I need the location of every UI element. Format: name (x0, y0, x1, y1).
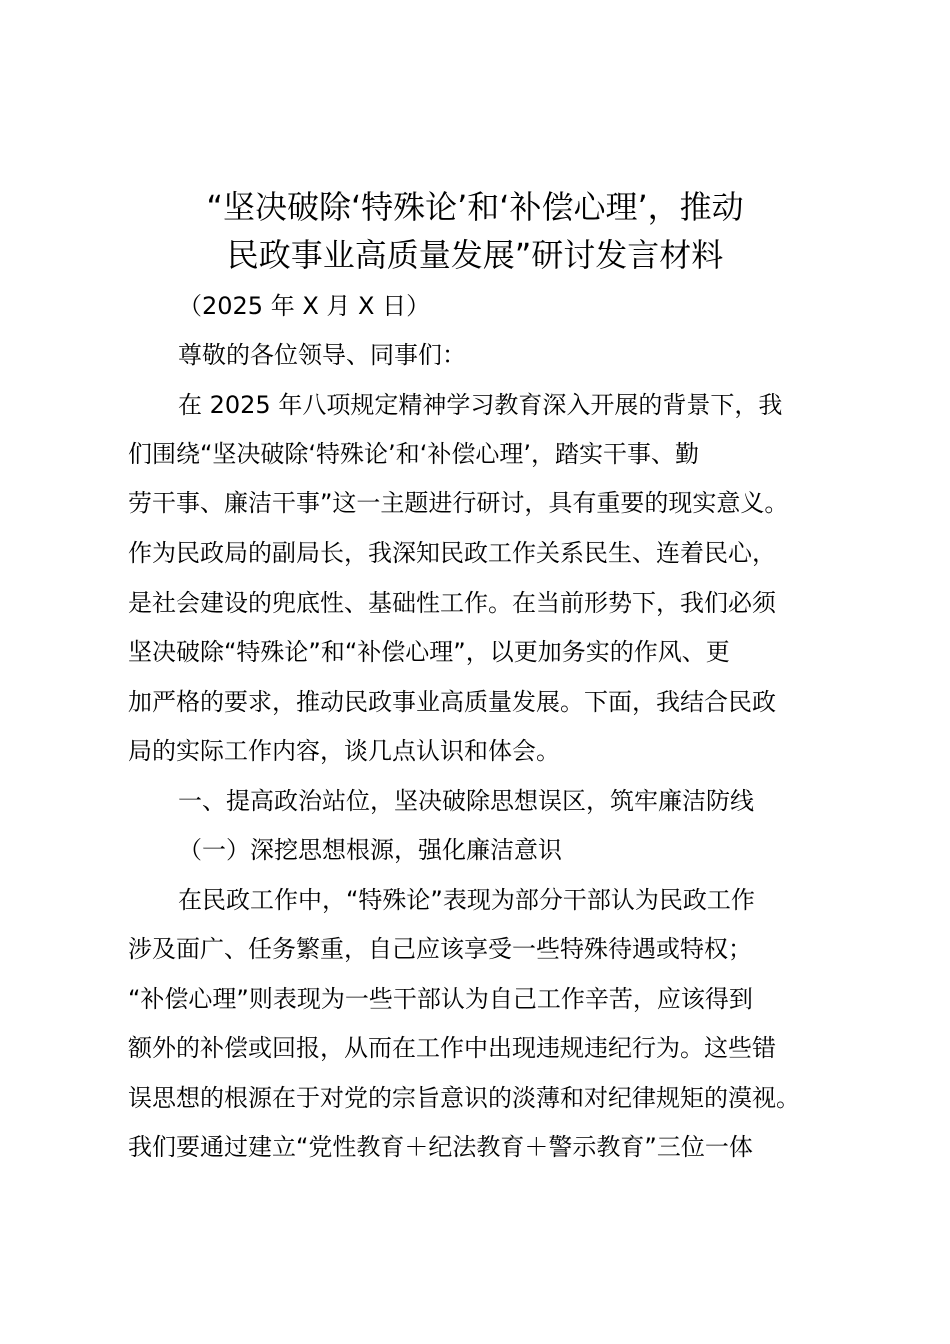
subsection-heading-1: （一）深挖思想根源，强化廉洁意识 (178, 836, 562, 864)
section-heading-1: 一、提高政治站位，坚决破除思想误区，筑牢廉洁防线 (178, 787, 754, 815)
paragraph-1-line: 局的实际工作内容，谈几点认识和体会。 (128, 737, 560, 765)
document-title-line-1: “坚决破除‘特殊论’和‘补偿心理’，推动 (206, 188, 744, 226)
paragraph-1-line: 加严格的要求，推动民政事业高质量发展。下面，我结合民政 (128, 688, 776, 716)
paragraph-2-line: 额外的补偿或回报，从而在工作中出现违规违纪行为。这些错 (128, 1034, 776, 1062)
paragraph-2-line: 涉及面广、任务繁重，自己应该享受一些特殊待遇或特权； (128, 935, 752, 963)
paragraph-2-line: 我们要通过建立“党性教育＋纪法教育＋警示教育”三位一体 (128, 1133, 753, 1161)
document-title-line-2: 民政事业高质量发展”研讨发言材料 (226, 236, 724, 274)
paragraph-1-line: 劳干事、廉洁干事”这一主题进行研讨，具有重要的现实意义。 (128, 489, 789, 517)
document-date: （2025 年 X 月 X 日） (178, 292, 431, 320)
paragraph-1-line: 作为民政局的副局长，我深知民政工作关系民生、连着民心， (128, 539, 776, 567)
paragraph-1-line: 坚决破除“特殊论”和“补偿心理”，以更加务实的作风、更 (128, 638, 730, 666)
paragraph-2-line: 误思想的根源在于对党的宗旨意识的淡薄和对纪律规矩的漠视。 (128, 1084, 800, 1112)
paragraph-2-line: “补偿心理”则表现为一些干部认为自己工作辛苦，应该得到 (128, 985, 753, 1013)
salutation: 尊敬的各位领导、同事们： (178, 341, 466, 369)
paragraph-1-line: 在 2025 年八项规定精神学习教育深入开展的背景下，我 (178, 391, 783, 419)
paragraph-1-line: 们围绕“坚决破除‘特殊论’和‘补偿心理’，踏实干事、勤 (128, 440, 699, 468)
paragraph-2-line: 在民政工作中，“特殊论”表现为部分干部认为民政工作 (178, 886, 755, 914)
paragraph-1-line: 是社会建设的兜底性、基础性工作。在当前形势下，我们必须 (128, 589, 776, 617)
